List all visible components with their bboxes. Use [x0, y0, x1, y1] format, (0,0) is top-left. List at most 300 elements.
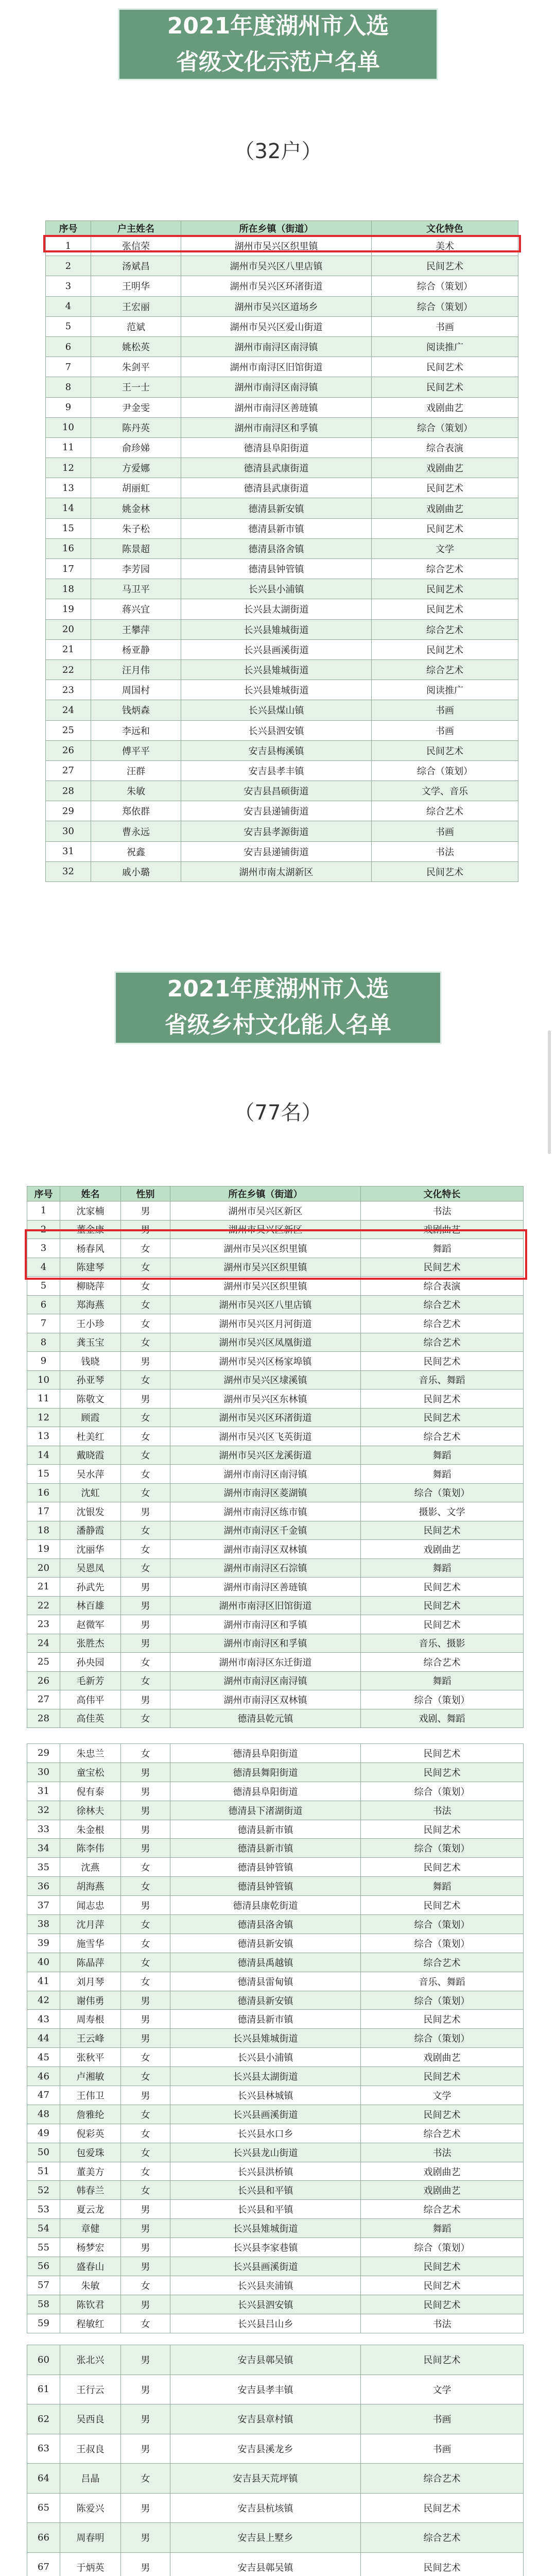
table-cell: 湖州市南浔区石淙镇: [170, 1558, 361, 1578]
column-header: 文化特色: [372, 221, 518, 236]
section2-title-line1: 2021年度湖州市入选: [167, 976, 389, 1002]
table-cell: 戏剧曲艺: [361, 1540, 524, 1559]
table-cell: 民间艺术: [361, 1578, 524, 1597]
table-cell: 书画: [372, 316, 518, 336]
table-cell: 湖州市吴兴区新区: [170, 1201, 361, 1221]
table-cell: 周春明: [60, 2523, 121, 2553]
table-cell: 63: [27, 2434, 60, 2464]
section1-count: （32户）: [234, 140, 322, 163]
table-cell: 范斌: [91, 316, 181, 336]
table-row: [27, 2434, 524, 2464]
table-cell: 38: [27, 1915, 60, 1934]
table-cell: 37: [27, 1896, 60, 1915]
table-cell: 德清县新安镇: [170, 1991, 361, 2010]
table-cell: 湖州市南浔区和孚镇: [181, 417, 372, 437]
table-cell: 阅读推广: [372, 336, 518, 357]
table-cell: 综合艺术: [361, 2464, 524, 2494]
table-cell: 女: [121, 1934, 170, 1953]
table-cell: 姚金林: [91, 498, 181, 518]
table-cell: 28: [27, 1709, 60, 1728]
table-cell: 汪月伟: [91, 659, 181, 680]
table-cell: 长兴县夹浦镇: [170, 2276, 361, 2295]
table-cell: 男: [121, 1352, 170, 1371]
table-cell: 朱子松: [91, 518, 181, 538]
table-cell: 综合艺术: [361, 1295, 524, 1314]
table-cell: 德清县新市镇: [170, 2010, 361, 2029]
table-cell: 综合艺术: [361, 1314, 524, 1333]
table-cell: 书画: [372, 720, 518, 740]
table-cell: 陈丹英: [91, 417, 181, 437]
table-cell: 长兴县李家巷镇: [170, 2238, 361, 2257]
table-cell: 男: [121, 2434, 170, 2464]
table-cell: 男: [121, 1820, 170, 1839]
table-row: [27, 1762, 524, 1782]
table-cell: 女: [121, 1558, 170, 1578]
table-row: [27, 1615, 524, 1634]
table-cell: 7: [46, 357, 91, 377]
table-cell: 德清县阜阳街道: [181, 437, 372, 457]
table-cell: 综合（策划）: [372, 296, 518, 316]
table-cell: 男: [121, 1762, 170, 1782]
table-cell: 曹永远: [91, 821, 181, 841]
table-cell: 65: [27, 2493, 60, 2523]
table-cell: 长兴县水口乡: [170, 2124, 361, 2143]
table-cell: 男: [121, 2375, 170, 2404]
table-cell: 20: [27, 1558, 60, 1578]
table-cell: 陈建琴: [60, 1258, 121, 1277]
table-cell: 25: [27, 1653, 60, 1672]
section2-title-banner: [114, 971, 442, 1044]
table-cell: 长兴县雉城街道: [181, 619, 372, 639]
table-cell: 女: [121, 1540, 170, 1559]
table-cell: 德清县阜阳街道: [170, 1744, 361, 1763]
table-cell: 德清县洛舍镇: [170, 1915, 361, 1934]
table-row: [27, 1521, 524, 1540]
table-cell: 郑依群: [91, 801, 181, 821]
table-cell: 书法: [361, 2143, 524, 2162]
table-cell: 男: [121, 2552, 170, 2576]
table-cell: 综合（策划）: [361, 1483, 524, 1502]
table-cell: 龚玉宝: [60, 1333, 121, 1352]
table-row: [27, 2181, 524, 2200]
table-cell: 湖州市南浔区旧馆街道: [170, 1596, 361, 1615]
table-cell: 10: [46, 417, 91, 437]
table-cell: 德清县钟管镇: [181, 559, 372, 579]
table-cell: 湖州市吴兴区新区: [170, 1220, 361, 1239]
table-cell: 民间艺术: [372, 357, 518, 377]
table-cell: 男: [121, 1578, 170, 1597]
table-cell: 蒋兴宜: [91, 599, 181, 619]
table-cell: 韩春兰: [60, 2181, 121, 2200]
table-cell: 48: [27, 2105, 60, 2124]
table-cell: 王攀萍: [91, 619, 181, 639]
table-cell: 民间艺术: [361, 1858, 524, 1877]
table-cell: 综合（策划）: [372, 417, 518, 437]
table-cell: 民间艺术: [361, 2276, 524, 2295]
table-cell: 民间艺术: [372, 478, 518, 498]
table-cell: 杨亚静: [91, 639, 181, 659]
table-cell: 湖州市吴兴区飞英街道: [170, 1427, 361, 1446]
table-cell: 安吉县天荒坪镇: [170, 2464, 361, 2494]
table-cell: 女: [121, 1295, 170, 1314]
table-cell: 女: [121, 1744, 170, 1763]
table-cell: 沈丽华: [60, 1540, 121, 1559]
table-cell: 12: [46, 458, 91, 478]
section1-title-line2: 省级文化示范户名单: [176, 49, 380, 75]
table-cell: 男: [121, 1801, 170, 1820]
table-cell: 林百雄: [60, 1596, 121, 1615]
table-cell: 安吉县鄣吴镇: [170, 2552, 361, 2576]
table-cell: 27: [46, 760, 91, 781]
table-cell: 长兴县太湖街道: [170, 2067, 361, 2086]
table-cell: 综合艺术: [361, 2124, 524, 2143]
table-cell: 盛春山: [60, 2257, 121, 2276]
table-row: [27, 1820, 524, 1839]
table-cell: 综合艺术: [361, 1333, 524, 1352]
table-row: [46, 498, 518, 518]
table-cell: 高伟平: [60, 1690, 121, 1709]
table-cell: 民间艺术: [372, 599, 518, 619]
table-cell: 女: [121, 1653, 170, 1672]
table-cell: 女: [121, 2143, 170, 2162]
table-cell: 舞蹈: [361, 1558, 524, 1578]
table-cell: 德清县钟管镇: [170, 1877, 361, 1896]
table-cell: 音乐、摄影: [361, 1634, 524, 1653]
table-cell: 文学: [361, 2375, 524, 2404]
table-cell: 王叔良: [60, 2434, 121, 2464]
table-cell: 女: [121, 1858, 170, 1877]
table-row: [27, 1558, 524, 1578]
table-cell: 摄影、文学: [361, 1502, 524, 1521]
table-cell: 综合（策划）: [361, 1934, 524, 1953]
table-cell: 张胜杰: [60, 1634, 121, 1653]
table-cell: 女: [121, 1333, 170, 1352]
table-cell: 66: [27, 2523, 60, 2553]
table-cell: 民间艺术: [361, 1408, 524, 1427]
table-cell: 2: [46, 256, 91, 276]
table-cell: 民间艺术: [361, 1762, 524, 1782]
table-cell: 王明华: [91, 276, 181, 296]
table-cell: 戏剧曲艺: [372, 397, 518, 417]
table-cell: 民间艺术: [361, 1352, 524, 1371]
table-row: [27, 1258, 524, 1277]
table-cell: 29: [27, 1744, 60, 1763]
table-cell: 21: [46, 639, 91, 659]
table-cell: 张北兴: [60, 2345, 121, 2375]
table-row: [27, 2048, 524, 2067]
table-cell: 陈李伟: [60, 1839, 121, 1858]
table-cell: 24: [27, 1634, 60, 1653]
table-cell: 女: [121, 1314, 170, 1333]
table-row: [27, 1352, 524, 1371]
table-cell: 湖州市吴兴区凤凰街道: [170, 1333, 361, 1352]
table-cell: 3: [46, 276, 91, 296]
table-cell: 女: [121, 2105, 170, 2124]
table-cell: 男: [121, 1220, 170, 1239]
table-row: [46, 357, 518, 377]
table-cell: 17: [27, 1502, 60, 1521]
table-cell: 14: [27, 1446, 60, 1465]
table-row: [27, 1934, 524, 1953]
table-cell: 18: [46, 579, 91, 599]
table-cell: 综合（策划）: [361, 1782, 524, 1801]
table-row: [27, 1408, 524, 1427]
table-cell: 王伟卫: [60, 2086, 121, 2105]
table-cell: 舞蹈: [361, 1671, 524, 1690]
table-cell: 女: [121, 1671, 170, 1690]
table-row: [27, 1333, 524, 1352]
table-cell: 湖州市南浔区南浔镇: [170, 1671, 361, 1690]
table-cell: 长兴县太湖街道: [181, 599, 372, 619]
table-cell: 沈虹: [60, 1483, 121, 1502]
table-cell: 长兴县雉城街道: [181, 680, 372, 700]
table-cell: 湖州市吴兴区环渚街道: [181, 276, 372, 296]
table-cell: 戏剧曲艺: [372, 498, 518, 518]
table-cell: 柳晓萍: [60, 1277, 121, 1296]
table-cell: 25: [46, 720, 91, 740]
table-cell: 民间艺术: [361, 1896, 524, 1915]
table-cell: 钱晓: [60, 1352, 121, 1371]
table-cell: 综合（策划）: [361, 2238, 524, 2257]
table-row: [27, 1709, 524, 1728]
table-cell: 德清县康乾街道: [170, 1896, 361, 1915]
table-cell: 长兴县和平镇: [170, 2181, 361, 2200]
table-row: [46, 821, 518, 841]
table-cell: 朱敏: [60, 2276, 121, 2295]
table-row: [46, 760, 518, 781]
table-cell: 女: [121, 1877, 170, 1896]
table-cell: 16: [27, 1483, 60, 1502]
table-row: [27, 1671, 524, 1690]
table-cell: 6: [46, 336, 91, 357]
column-header: 姓名: [60, 1187, 121, 1201]
table-cell: 62: [27, 2404, 60, 2434]
table-cell: 女: [121, 1483, 170, 1502]
table-cell: 倪有泰: [60, 1782, 121, 1801]
table-cell: 7: [27, 1314, 60, 1333]
table-cell: 潘静霞: [60, 1521, 121, 1540]
table-cell: 22: [27, 1596, 60, 1615]
table-cell: 综合艺术: [361, 2200, 524, 2219]
table-cell: 男: [121, 1690, 170, 1709]
table-row: [46, 276, 518, 296]
table-cell: 刘月琴: [60, 1972, 121, 1991]
table-cell: 男: [121, 2200, 170, 2219]
table-cell: 9: [46, 397, 91, 417]
table-cell: 男: [121, 2257, 170, 2276]
table-row: [27, 1972, 524, 1991]
table-row: [46, 700, 518, 720]
table-cell: 民间艺术: [372, 579, 518, 599]
table-cell: 长兴县雉城街道: [170, 2219, 361, 2238]
table-cell: 11: [27, 1389, 60, 1409]
table-cell: 舞蹈: [361, 1877, 524, 1896]
table-cell: 28: [46, 781, 91, 801]
table-row: [27, 2276, 524, 2295]
table-row: [46, 659, 518, 680]
table-row: [46, 458, 518, 478]
table-cell: 女: [121, 1408, 170, 1427]
table-cell: 民间艺术: [361, 2067, 524, 2086]
table-cell: 26: [46, 740, 91, 760]
table-cell: 陈爱兴: [60, 2493, 121, 2523]
table-row: [46, 619, 518, 639]
table-cell: 32: [46, 861, 91, 882]
table-cell: 湖州市南浔区南浔镇: [170, 1465, 361, 1484]
table-cell: 湖州市吴兴区织里镇: [170, 1239, 361, 1258]
table-row: [27, 1201, 524, 1221]
table-row: [27, 1782, 524, 1801]
table-cell: 综合（策划）: [372, 276, 518, 296]
table-cell: 1: [27, 1201, 60, 1221]
table-cell: 戏剧曲艺: [361, 2162, 524, 2181]
table-row: [27, 2375, 524, 2404]
table-row: [27, 1690, 524, 1709]
table-row: [27, 1295, 524, 1314]
table-cell: 湖州市南浔区和孚镇: [170, 1634, 361, 1653]
table-cell: 13: [27, 1427, 60, 1446]
table-cell: 31: [27, 1782, 60, 1801]
table-cell: 卢湘敏: [60, 2067, 121, 2086]
column-header: 性别: [121, 1187, 170, 1201]
table-cell: 民间艺术: [361, 2105, 524, 2124]
table-cell: 男: [121, 1502, 170, 1521]
table-cell: 民间艺术: [361, 1744, 524, 1763]
table-cell: 综合（策划）: [361, 1690, 524, 1709]
table-cell: 55: [27, 2238, 60, 2257]
table-cell: 德清县新市镇: [170, 1820, 361, 1839]
table-cell: 26: [27, 1671, 60, 1690]
table-cell: 姚松英: [91, 336, 181, 357]
table-cell: 综合艺术: [372, 619, 518, 639]
table-cell: 李芳园: [91, 559, 181, 579]
table-row: [27, 1596, 524, 1615]
scrollbar-thumb[interactable]: [548, 1030, 551, 1154]
table-cell: 50: [27, 2143, 60, 2162]
table-cell: 60: [27, 2345, 60, 2375]
table-row: [27, 1801, 524, 1820]
table-cell: 20: [46, 619, 91, 639]
table-cell: 书法: [361, 1801, 524, 1820]
table-row: [27, 2552, 524, 2576]
table-cell: 民间艺术: [361, 1389, 524, 1409]
table-cell: 杜美红: [60, 1427, 121, 1446]
table-cell: 19: [27, 1540, 60, 1559]
table-cell: 10: [27, 1370, 60, 1389]
table-cell: 湖州市南浔区千金镇: [170, 1521, 361, 1540]
table-cell: 安吉县递铺街道: [181, 841, 372, 861]
table-cell: 湖州市吴兴区八里店镇: [170, 1295, 361, 1314]
table-row: [27, 1953, 524, 1972]
table-cell: 男: [121, 2010, 170, 2029]
section2-table-part2: [27, 1743, 524, 2333]
table-cell: 男: [121, 1201, 170, 1221]
table-cell: 徐林夫: [60, 1801, 121, 1820]
table-cell: 男: [121, 2295, 170, 2314]
table-cell: 21: [27, 1578, 60, 1597]
table-row: [27, 1634, 524, 1653]
table-cell: 男: [121, 1615, 170, 1634]
table-cell: 34: [27, 1839, 60, 1858]
table-cell: 45: [27, 2048, 60, 2067]
table-cell: 女: [121, 1370, 170, 1389]
table-cell: 男: [121, 2029, 170, 2048]
table-cell: 18: [27, 1521, 60, 1540]
table-cell: 男: [121, 1782, 170, 1801]
section2-table-part1: [27, 1186, 524, 1728]
table-row: [27, 1277, 524, 1296]
table-cell: 女: [121, 1239, 170, 1258]
table-cell: 67: [27, 2552, 60, 2576]
table-cell: 音乐、舞蹈: [361, 1972, 524, 1991]
table-cell: 湖州市吴兴区八里店镇: [181, 256, 372, 276]
table-cell: 女: [121, 2181, 170, 2200]
table-cell: 王宏丽: [91, 296, 181, 316]
table-cell: 舞蹈: [361, 1446, 524, 1465]
table-cell: 3: [27, 1239, 60, 1258]
table-cell: 湖州市吴兴区环渚街道: [170, 1408, 361, 1427]
table-cell: 湖州市吴兴区爱山街道: [181, 316, 372, 336]
table-cell: 民间艺术: [361, 1596, 524, 1615]
table-cell: 湖州市南浔区双林镇: [170, 1690, 361, 1709]
table-cell: 民间艺术: [372, 861, 518, 882]
table-cell: 长兴县画溪街道: [170, 2257, 361, 2276]
table-cell: 美术: [372, 236, 518, 256]
table-cell: 汪群: [91, 760, 181, 781]
table-cell: 长兴县林城镇: [170, 2086, 361, 2105]
table-cell: 书法: [361, 1201, 524, 1221]
table-cell: 综合表演: [361, 1277, 524, 1296]
table-cell: 男: [121, 2523, 170, 2553]
table-cell: 40: [27, 1953, 60, 1972]
table-cell: 49: [27, 2124, 60, 2143]
table-cell: 书法: [372, 841, 518, 861]
table-row: [27, 2523, 524, 2553]
table-cell: 综合（策划）: [361, 2029, 524, 2048]
table-row: [46, 478, 518, 498]
table-cell: 戚小璐: [91, 861, 181, 882]
table-cell: 祝鑫: [91, 841, 181, 861]
table-cell: 女: [121, 1972, 170, 1991]
table-row: [27, 2257, 524, 2276]
table-cell: 5: [27, 1277, 60, 1296]
table-cell: 51: [27, 2162, 60, 2181]
table-cell: 舞蹈: [361, 2219, 524, 2238]
table-cell: 德清县新安镇: [181, 498, 372, 518]
table-cell: 安吉县孝源街道: [181, 821, 372, 841]
table-row: [27, 2086, 524, 2105]
table-cell: 综合（策划）: [361, 1991, 524, 2010]
table-cell: 汤斌昌: [91, 256, 181, 276]
table-row: [27, 1540, 524, 1559]
table-cell: 5: [46, 316, 91, 336]
table-row: [46, 236, 518, 256]
table-cell: 47: [27, 2086, 60, 2105]
table-cell: 24: [46, 700, 91, 720]
table-cell: 方爱娜: [91, 458, 181, 478]
table-cell: 33: [27, 1820, 60, 1839]
table-cell: 女: [121, 1258, 170, 1277]
table-cell: 湖州市南浔区菱湖镇: [170, 1483, 361, 1502]
table-cell: 女: [121, 2067, 170, 2086]
section2-count: （77名）: [234, 1101, 322, 1125]
table-cell: 顾霞: [60, 1408, 121, 1427]
table-cell: 戏剧曲艺: [372, 458, 518, 478]
table-cell: 29: [46, 801, 91, 821]
table-cell: 男: [121, 2219, 170, 2238]
table-cell: 女: [121, 1915, 170, 1934]
section1-title-banner: [118, 8, 438, 80]
